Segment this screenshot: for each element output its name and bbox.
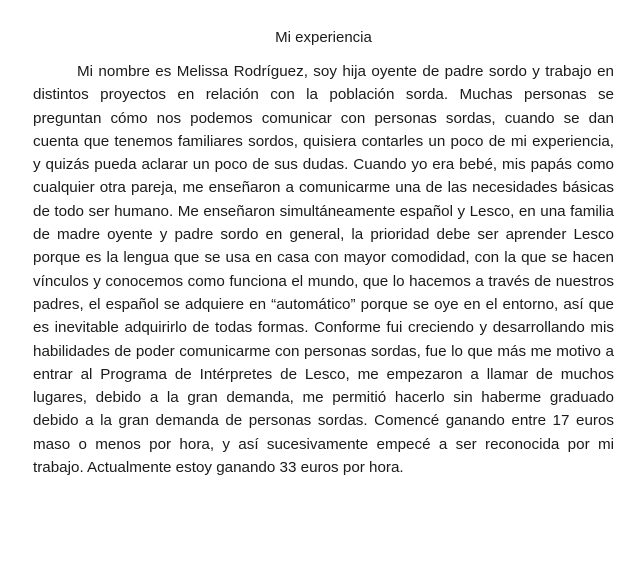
document-title: Mi experiencia (275, 29, 372, 46)
document-paragraph: Mi nombre es Melissa Rodríguez, soy hija oyente de padre sordo y trabajo en distintos proyectos en relación con la población sorda. Muchas personas se preguntan cómo nos podemos comunicar con personas sordas, cuando se dan cuenta que tenemos familiares sordos, quisiera contarles un poco de mi experiencia, y quizás pueda aclarar un poco de sus dudas. Cuando yo era bebé, mis papás como cualquier otra pareja, me enseñaron a comunicarme una de las necesidades básicas de todo ser humano. Me enseñaron simultáneamente español y Lesco, en una familia de madre oyente y padre sordo en general, la prioridad debe ser aprender Lesco porque es la lengua que se usa en casa con mayor comodidad, con la que se hacen vínculos y conocemos como funciona el mundo, que lo hacemos a través de nuestros padres, el español se adquiere en “automático” porque se oye en el entorno, así que es inevitable adquirirlo de todas formas. Conforme fui creciendo y desarrollando mis habilidades de poder comunicarme con personas sordas, fue lo que más me motivo a entrar al Programa de Intérpretes de Lesco, me empezaron a llamar de muchos lugares, debido a la gran demanda, me permitió hacerlo sin haberme graduado debido a la gran demanda de personas sordas. Comencé ganando entre 17 euros maso o menos por hora, y así sucesivamente empecé a ser reconocida por mi trabajo. Actualmente estoy ganando 33 euros por hora. (33, 63, 614, 477)
